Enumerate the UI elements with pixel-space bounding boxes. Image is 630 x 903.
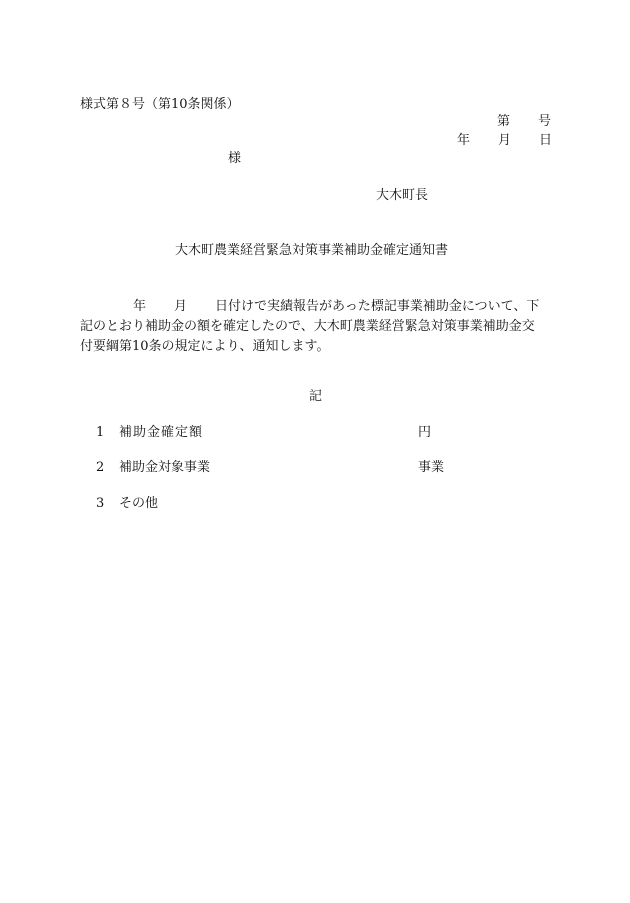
item-number: 1 bbox=[96, 425, 105, 440]
date-hi: 日 bbox=[539, 133, 553, 148]
item-unit: 円 bbox=[418, 425, 432, 440]
body-tsuki: 月 bbox=[174, 299, 188, 314]
number-dai: 第 bbox=[497, 114, 511, 129]
addressee: 様 bbox=[228, 151, 242, 166]
number-go: 号 bbox=[538, 114, 552, 129]
sender: 大木町長 bbox=[376, 188, 429, 203]
document-date bbox=[457, 133, 552, 148]
item-number: 3 bbox=[96, 496, 105, 511]
item-label: その他 bbox=[119, 496, 159, 511]
body-paragraph bbox=[80, 297, 550, 357]
body-line-1 bbox=[80, 297, 550, 317]
item-number: 2 bbox=[96, 460, 105, 475]
body-line-2: 記のとおり補助金の額を確定したので、大木町農業経営緊急対策事業補助金交 bbox=[80, 319, 535, 334]
form-label: 様式第８号（第10条関係） bbox=[80, 97, 240, 112]
date-nen: 年 bbox=[457, 133, 471, 148]
list-item bbox=[96, 425, 432, 440]
document-number bbox=[497, 114, 551, 129]
body-nen: 年 bbox=[133, 299, 147, 314]
item-label: 補助金確定額 bbox=[119, 425, 204, 440]
body-line-1-text: 日付けで実績報告があった標記事業補助金について、下 bbox=[215, 299, 540, 314]
document-title: 大木町農業経営緊急対策事業補助金確定通知書 bbox=[175, 243, 449, 258]
list-item bbox=[96, 496, 158, 511]
item-label: 補助金対象事業 bbox=[119, 460, 211, 475]
item-unit: 事業 bbox=[418, 460, 445, 475]
date-tsuki: 月 bbox=[498, 133, 512, 148]
list-item bbox=[96, 460, 445, 475]
body-line-3: 付要綱第10条の規定により、通知します。 bbox=[80, 339, 330, 354]
ki-heading: 記 bbox=[309, 389, 323, 404]
